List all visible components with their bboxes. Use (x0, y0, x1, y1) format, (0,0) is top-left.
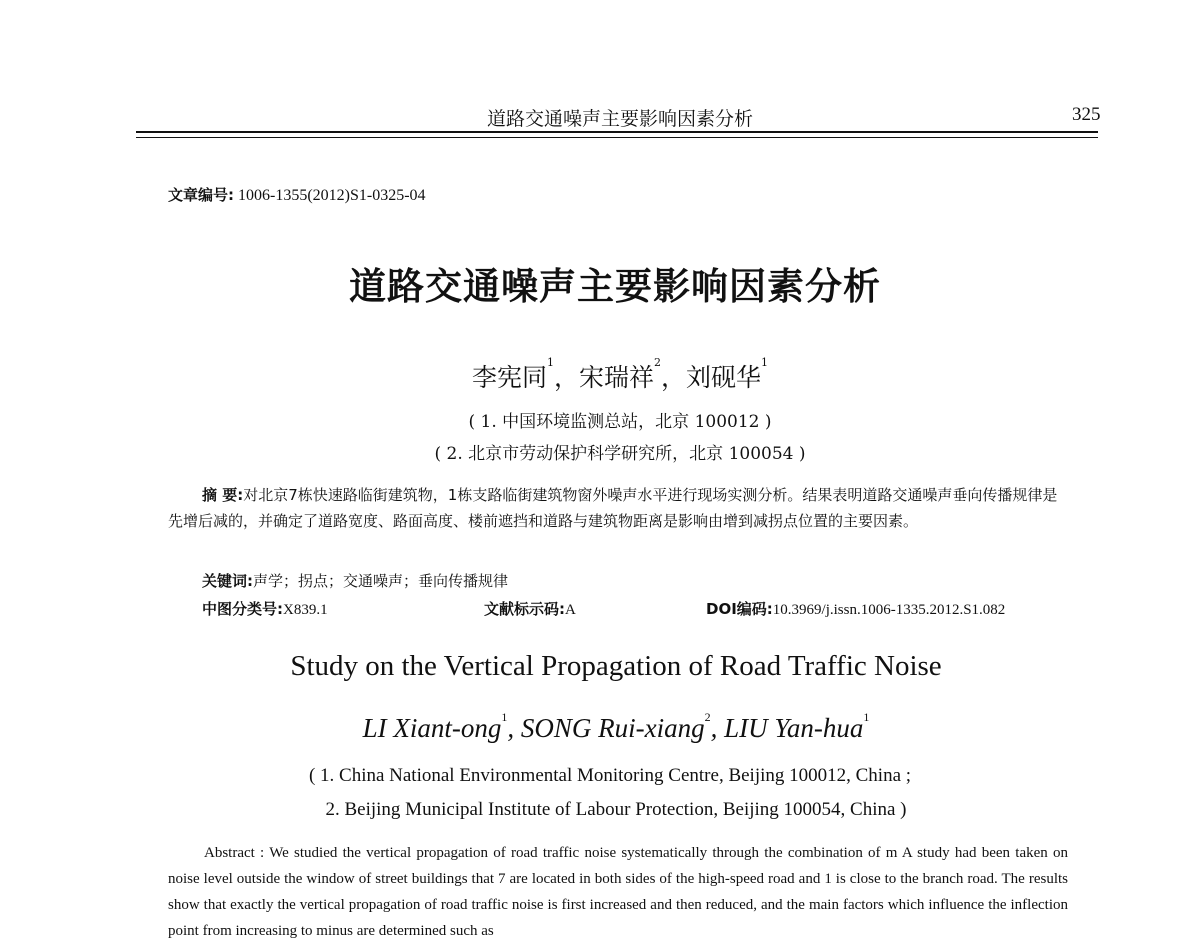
article-number (168, 184, 426, 205)
cn-author-aff: 1 (546, 356, 554, 369)
doc-code-label: 文献标示码: (484, 600, 565, 618)
header-rule-thick (136, 131, 1098, 133)
page-number: 325 (1072, 104, 1101, 125)
header-rule-thin (136, 137, 1098, 138)
cn-author-name: 李宪同 (471, 363, 547, 392)
en-author-aff: 1 (863, 710, 870, 724)
cn-author-sep: ， (553, 363, 579, 392)
doi-value: 10.3969/j.issn.1006-1335.2012.S1.082 (772, 602, 1006, 618)
cn-affiliation: ( 2. 北京市劳动保护科学研究所，北京 100054 ) (434, 444, 806, 464)
cn-keywords (202, 570, 508, 591)
cn-affiliation: ( 1. 中国环境监测总站，北京 100012 ) (468, 412, 772, 432)
doc-code-value: A (565, 602, 576, 618)
cn-title: 道路交通噪声主要影响因素分析 (349, 265, 881, 308)
en-abstract-text: We studied the vertical propagation of road traffic noise systematically through the combination of m A study had been taken on noise level outside the window of street buildings that 7 are located in both sides of the high-speed road and 1 is close to the branch road. The results show that exactly the vertical propagation of road traffic noise is first increased and then reduced, and the main factors which influence the inflection point from increasing to minus are determined such as (168, 845, 1068, 939)
cn-keywords-label: 关键词: (202, 572, 253, 590)
en-author-sep: , (507, 713, 521, 743)
en-affiliation: ( 1. China National Environmental Monitoring Centre, Beijing 100012, China ; (308, 765, 912, 786)
doc-code (484, 598, 576, 619)
doi-label: DOI编码: (706, 600, 773, 618)
clc-number (202, 598, 328, 619)
en-author-name: LI Xiant-ong (362, 713, 502, 743)
cn-author-name: 刘砚华 (686, 363, 762, 392)
en-author-sep: , (710, 713, 725, 743)
clc-value: X839.1 (283, 602, 328, 618)
cn-abstract-label: 摘 要: (202, 486, 244, 504)
cn-author-aff: 2 (654, 356, 661, 369)
en-authors (0, 710, 1200, 744)
en-affiliation: 2. Beijing Municipal Institute of Labour Protection, Beijing 100054, China ) (325, 799, 907, 820)
en-author-aff: 1 (501, 710, 508, 724)
doi (706, 598, 1005, 619)
cn-author-sep: ， (661, 363, 687, 392)
en-author-name: SONG Rui-xiang (520, 713, 705, 743)
cn-author-aff: 1 (761, 356, 769, 369)
en-abstract-label: Abstract : (204, 845, 265, 861)
article-number-label: 文章编号: (168, 186, 234, 204)
article-number-value: 1006-1355(2012)S1-0325-04 (238, 187, 426, 204)
clc-label: 中图分类号: (202, 600, 283, 618)
cn-abstract (168, 482, 1068, 534)
running-title: 道路交通噪声主要影响因素分析 (486, 108, 753, 130)
cn-keywords-text: 声学；拐点；交通噪声；垂向传播规律 (253, 572, 509, 590)
en-title: Study on the Vertical Propagation of Road Traffic Noise (290, 650, 942, 682)
en-abstract (168, 840, 1068, 944)
en-author-aff: 2 (704, 710, 711, 724)
cn-abstract-text: 对北京7栋快速路临街建筑物，1栋支路临街建筑物窗外噪声水平进行现场实测分析。结果表明道路交通噪声垂向传播规律是先增后减的，并确定了道路宽度、路面高度、楼前遮挡和道路与建筑物距离是影响由增到减拐点位置的主要因素。 (168, 486, 1058, 530)
cn-authors (0, 358, 1200, 394)
en-author-name: LIU Yan-hua (724, 713, 864, 743)
cn-author-name: 宋瑞祥 (578, 363, 654, 392)
